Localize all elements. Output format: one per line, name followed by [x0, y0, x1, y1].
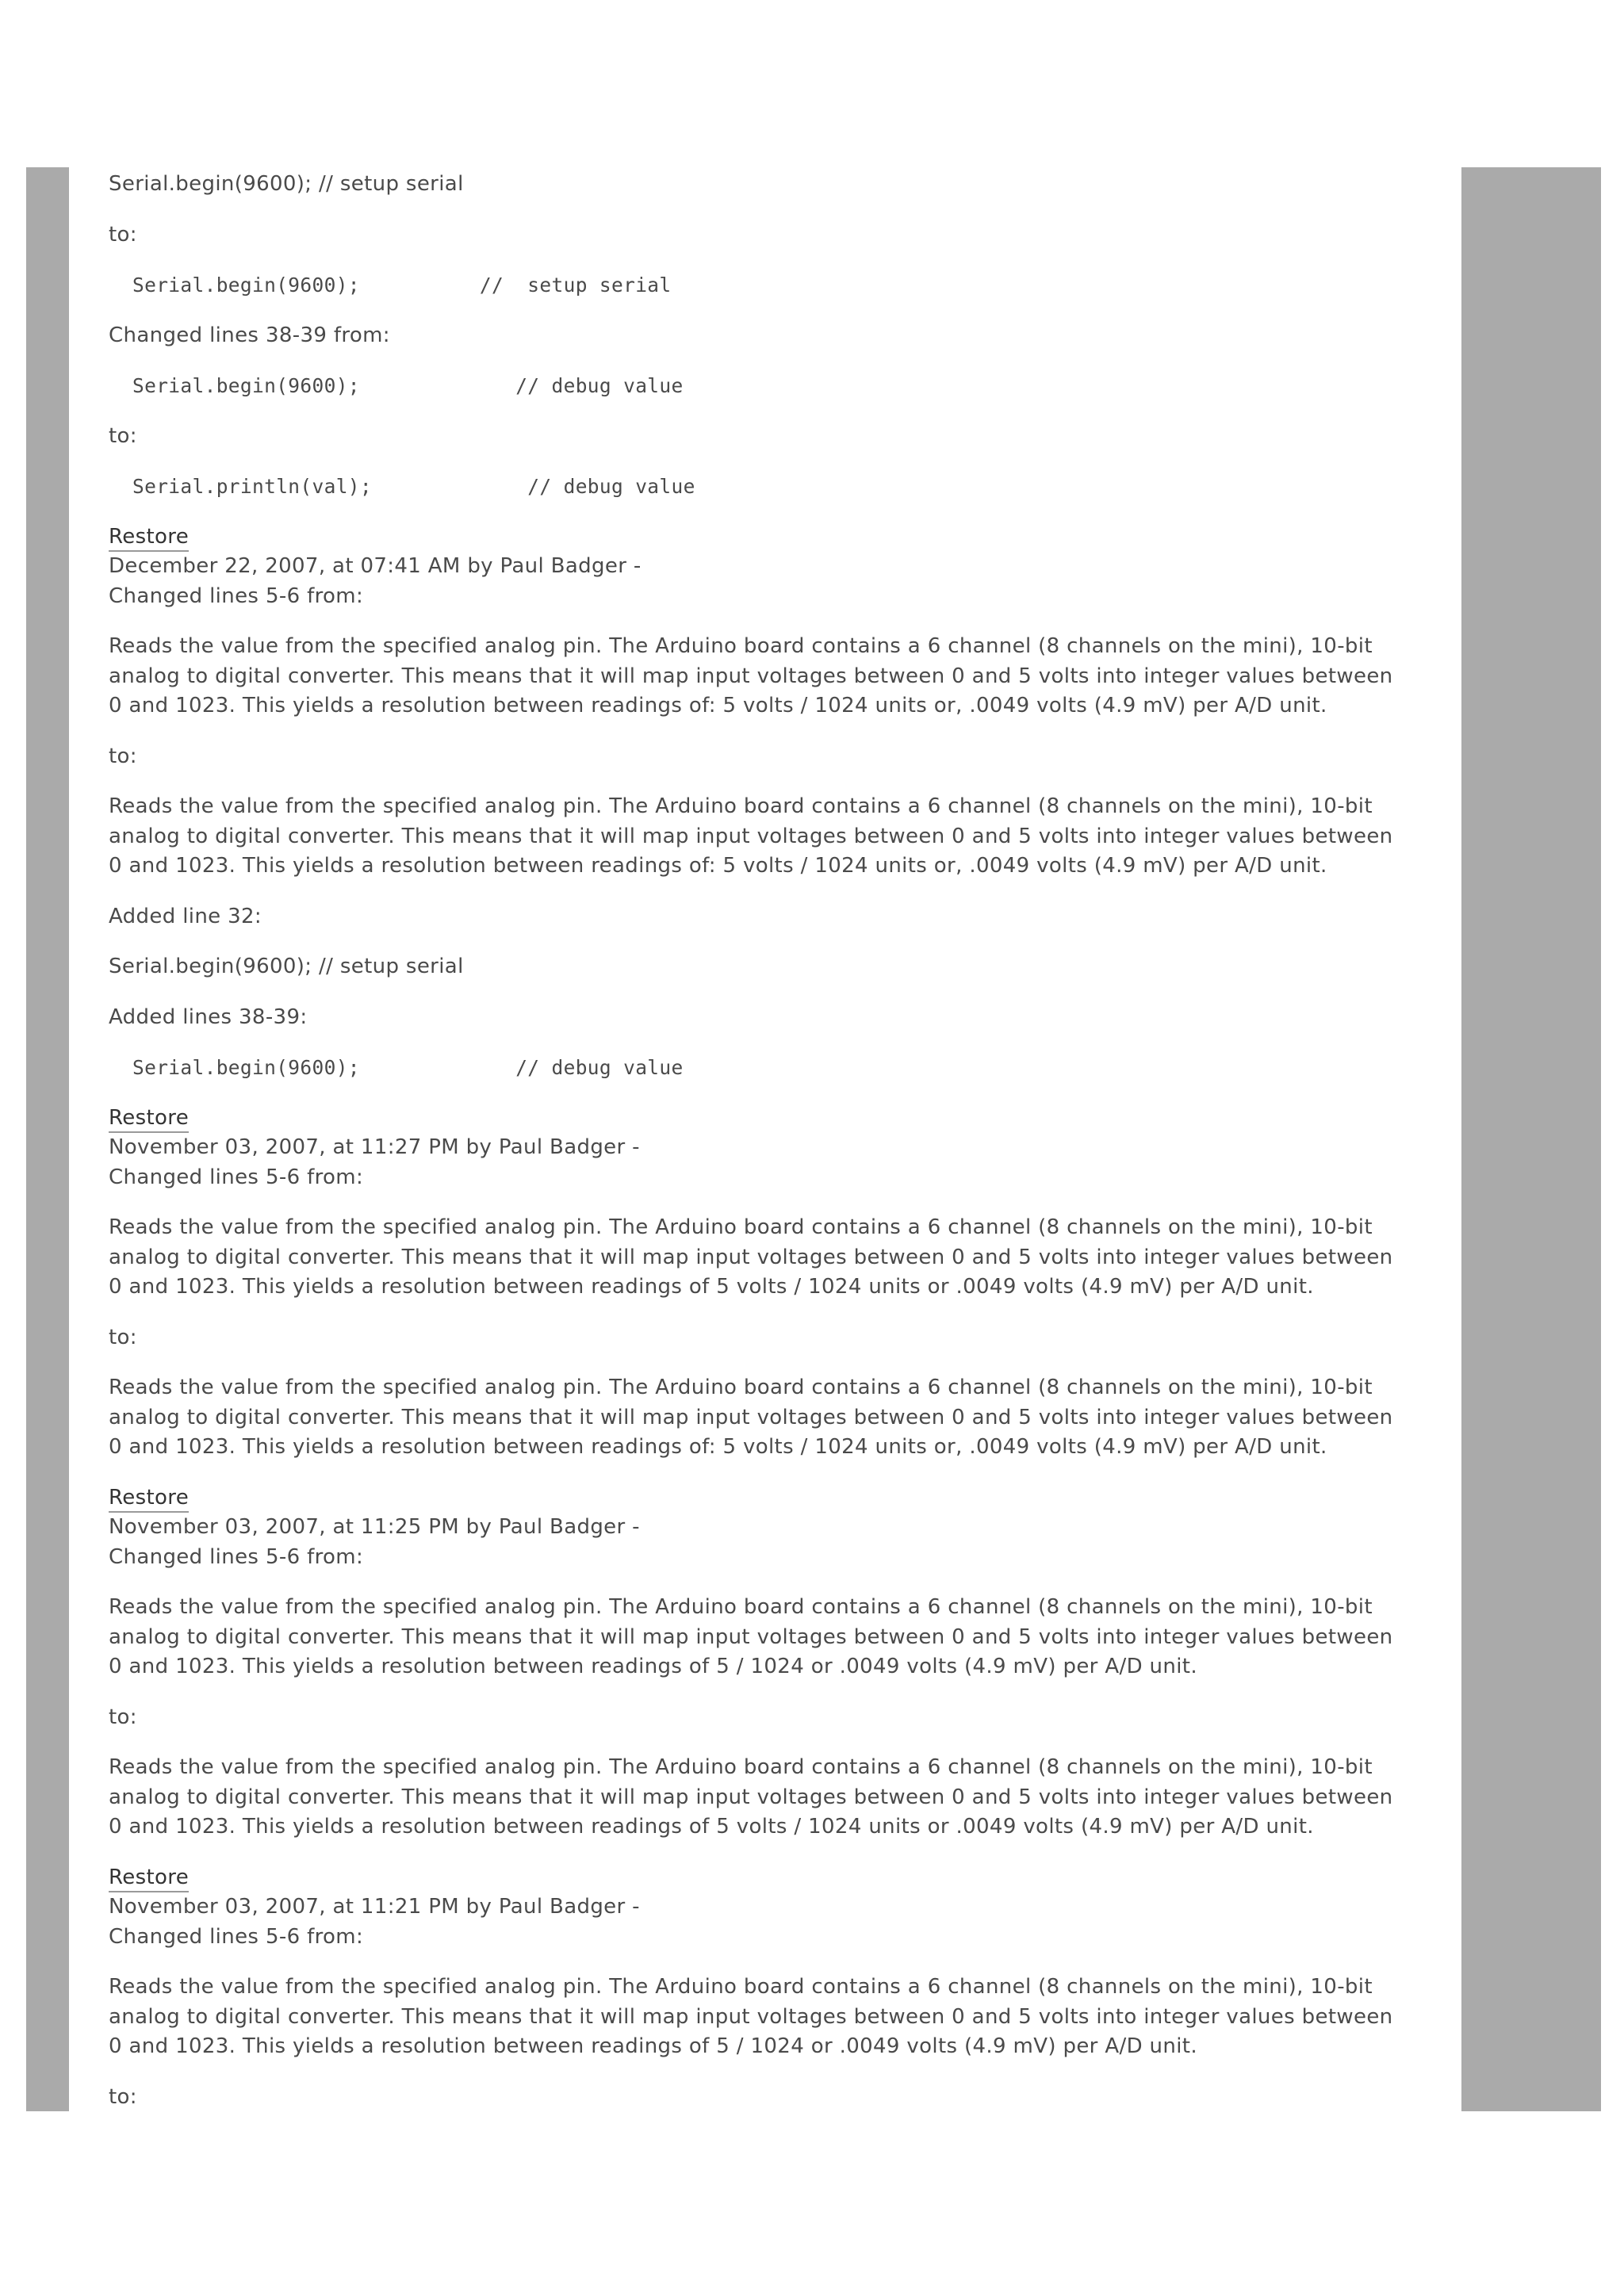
- diff-paragraph: Reads the value from the specified analog pin. The Arduino board contains a 6 channel (8 channels on the mini), 10-bit analog to digital converter. This means that it will map input voltages between 0 and 5 volts into integer values between 0 and 1023. This yields a resolution between readings of: 5 volts / 1024 units or, .0049 volts (4.9 mV) per A/D unit.: [109, 1376, 1393, 1459]
- revision-change: Changed lines 5-6 from:: [109, 1165, 364, 1189]
- code-line: Serial.begin(9600); // debug value: [132, 374, 684, 397]
- right-sidebar-bar: [1461, 167, 1601, 2111]
- revision-entry: [109, 522, 1397, 612]
- diff-label: to:: [109, 744, 137, 768]
- diff-label: Changed lines 38-39 from:: [109, 323, 390, 347]
- restore-link[interactable]: Restore: [109, 524, 189, 552]
- diff-text: Serial.begin(9600); // setup serial: [109, 955, 464, 978]
- diff-paragraph: Reads the value from the specified analog pin. The Arduino board contains a 6 channel (8 channels on the mini), 10-bit analog to digital converter. This means that it will map input voltages between 0 and 5 volts into integer values between 0 and 1023. This yields a resolution between readings of 5 / 1024 or .0049 volts (4.9 mV) per A/D unit.: [109, 1975, 1393, 2058]
- revision-meta: December 22, 2007, at 07:41 AM by Paul Badger -: [109, 554, 642, 578]
- diff-paragraph: Reads the value from the specified analog pin. The Arduino board contains a 6 channel (8 channels on the mini), 10-bit analog to digital converter. This means that it will map input voltages between 0 and 5 volts into integer values between 0 and 1023. This yields a resolution between readings of: 5 volts / 1024 units or, .0049 volts (4.9 mV) per A/D unit.: [109, 634, 1393, 718]
- revision-change: Changed lines 5-6 from:: [109, 584, 364, 608]
- diff-label: to:: [109, 1325, 137, 1349]
- code-line: Serial.begin(9600); // debug value: [132, 1056, 684, 1079]
- diff-label: to:: [109, 222, 137, 247]
- revision-entry: [109, 1863, 1397, 1953]
- diff-label: to:: [109, 2084, 137, 2109]
- revision-entry: [109, 1483, 1397, 1573]
- diff-label: Added lines 38-39:: [109, 1004, 308, 1029]
- revision-change: Changed lines 5-6 from:: [109, 1544, 364, 1569]
- diff-label: Added line 32:: [109, 904, 262, 928]
- left-sidebar-bar: [26, 167, 69, 2111]
- page-history-content: [109, 170, 1397, 2133]
- revision-meta: November 03, 2007, at 11:25 PM by Paul Badger -: [109, 1515, 640, 1539]
- revision-entry: [109, 1104, 1397, 1193]
- restore-link[interactable]: Restore: [109, 1485, 189, 1513]
- code-line: Serial.println(val); // debug value: [132, 475, 695, 498]
- revision-meta: November 03, 2007, at 11:21 PM by Paul Badger -: [109, 1895, 640, 1919]
- diff-paragraph: Reads the value from the specified analog pin. The Arduino board contains a 6 channel (8 channels on the mini), 10-bit analog to digital converter. This means that it will map input voltages between 0 and 5 volts into integer values between 0 and 1023. This yields a resolution between readings of 5 volts / 1024 units or .0049 volts (4.9 mV) per A/D unit.: [109, 1755, 1393, 1839]
- diff-label: to:: [109, 1705, 137, 1729]
- diff-text: Serial.begin(9600); // setup serial: [109, 172, 464, 196]
- code-line: Serial.begin(9600); // setup serial: [132, 274, 672, 297]
- revision-meta: November 03, 2007, at 11:27 PM by Paul Badger -: [109, 1135, 640, 1159]
- restore-link[interactable]: Restore: [109, 1865, 189, 1892]
- revision-change: Changed lines 5-6 from:: [109, 1924, 364, 1949]
- diff-paragraph: Reads the value from the specified analog pin. The Arduino board contains a 6 channel (8 channels on the mini), 10-bit analog to digital converter. This means that it will map input voltages between 0 and 5 volts into integer values between 0 and 1023. This yields a resolution between readings of: 5 volts / 1024 units or, .0049 volts (4.9 mV) per A/D unit.: [109, 794, 1393, 878]
- diff-label: to:: [109, 423, 137, 448]
- restore-link[interactable]: Restore: [109, 1105, 189, 1133]
- diff-paragraph: Reads the value from the specified analog pin. The Arduino board contains a 6 channel (8 channels on the mini), 10-bit analog to digital converter. This means that it will map input voltages between 0 and 5 volts into integer values between 0 and 1023. This yields a resolution between readings of 5 / 1024 or .0049 volts (4.9 mV) per A/D unit.: [109, 1595, 1393, 1678]
- diff-paragraph: Reads the value from the specified analog pin. The Arduino board contains a 6 channel (8 channels on the mini), 10-bit analog to digital converter. This means that it will map input voltages between 0 and 5 volts into integer values between 0 and 1023. This yields a resolution between readings of 5 volts / 1024 units or .0049 volts (4.9 mV) per A/D unit.: [109, 1215, 1393, 1299]
